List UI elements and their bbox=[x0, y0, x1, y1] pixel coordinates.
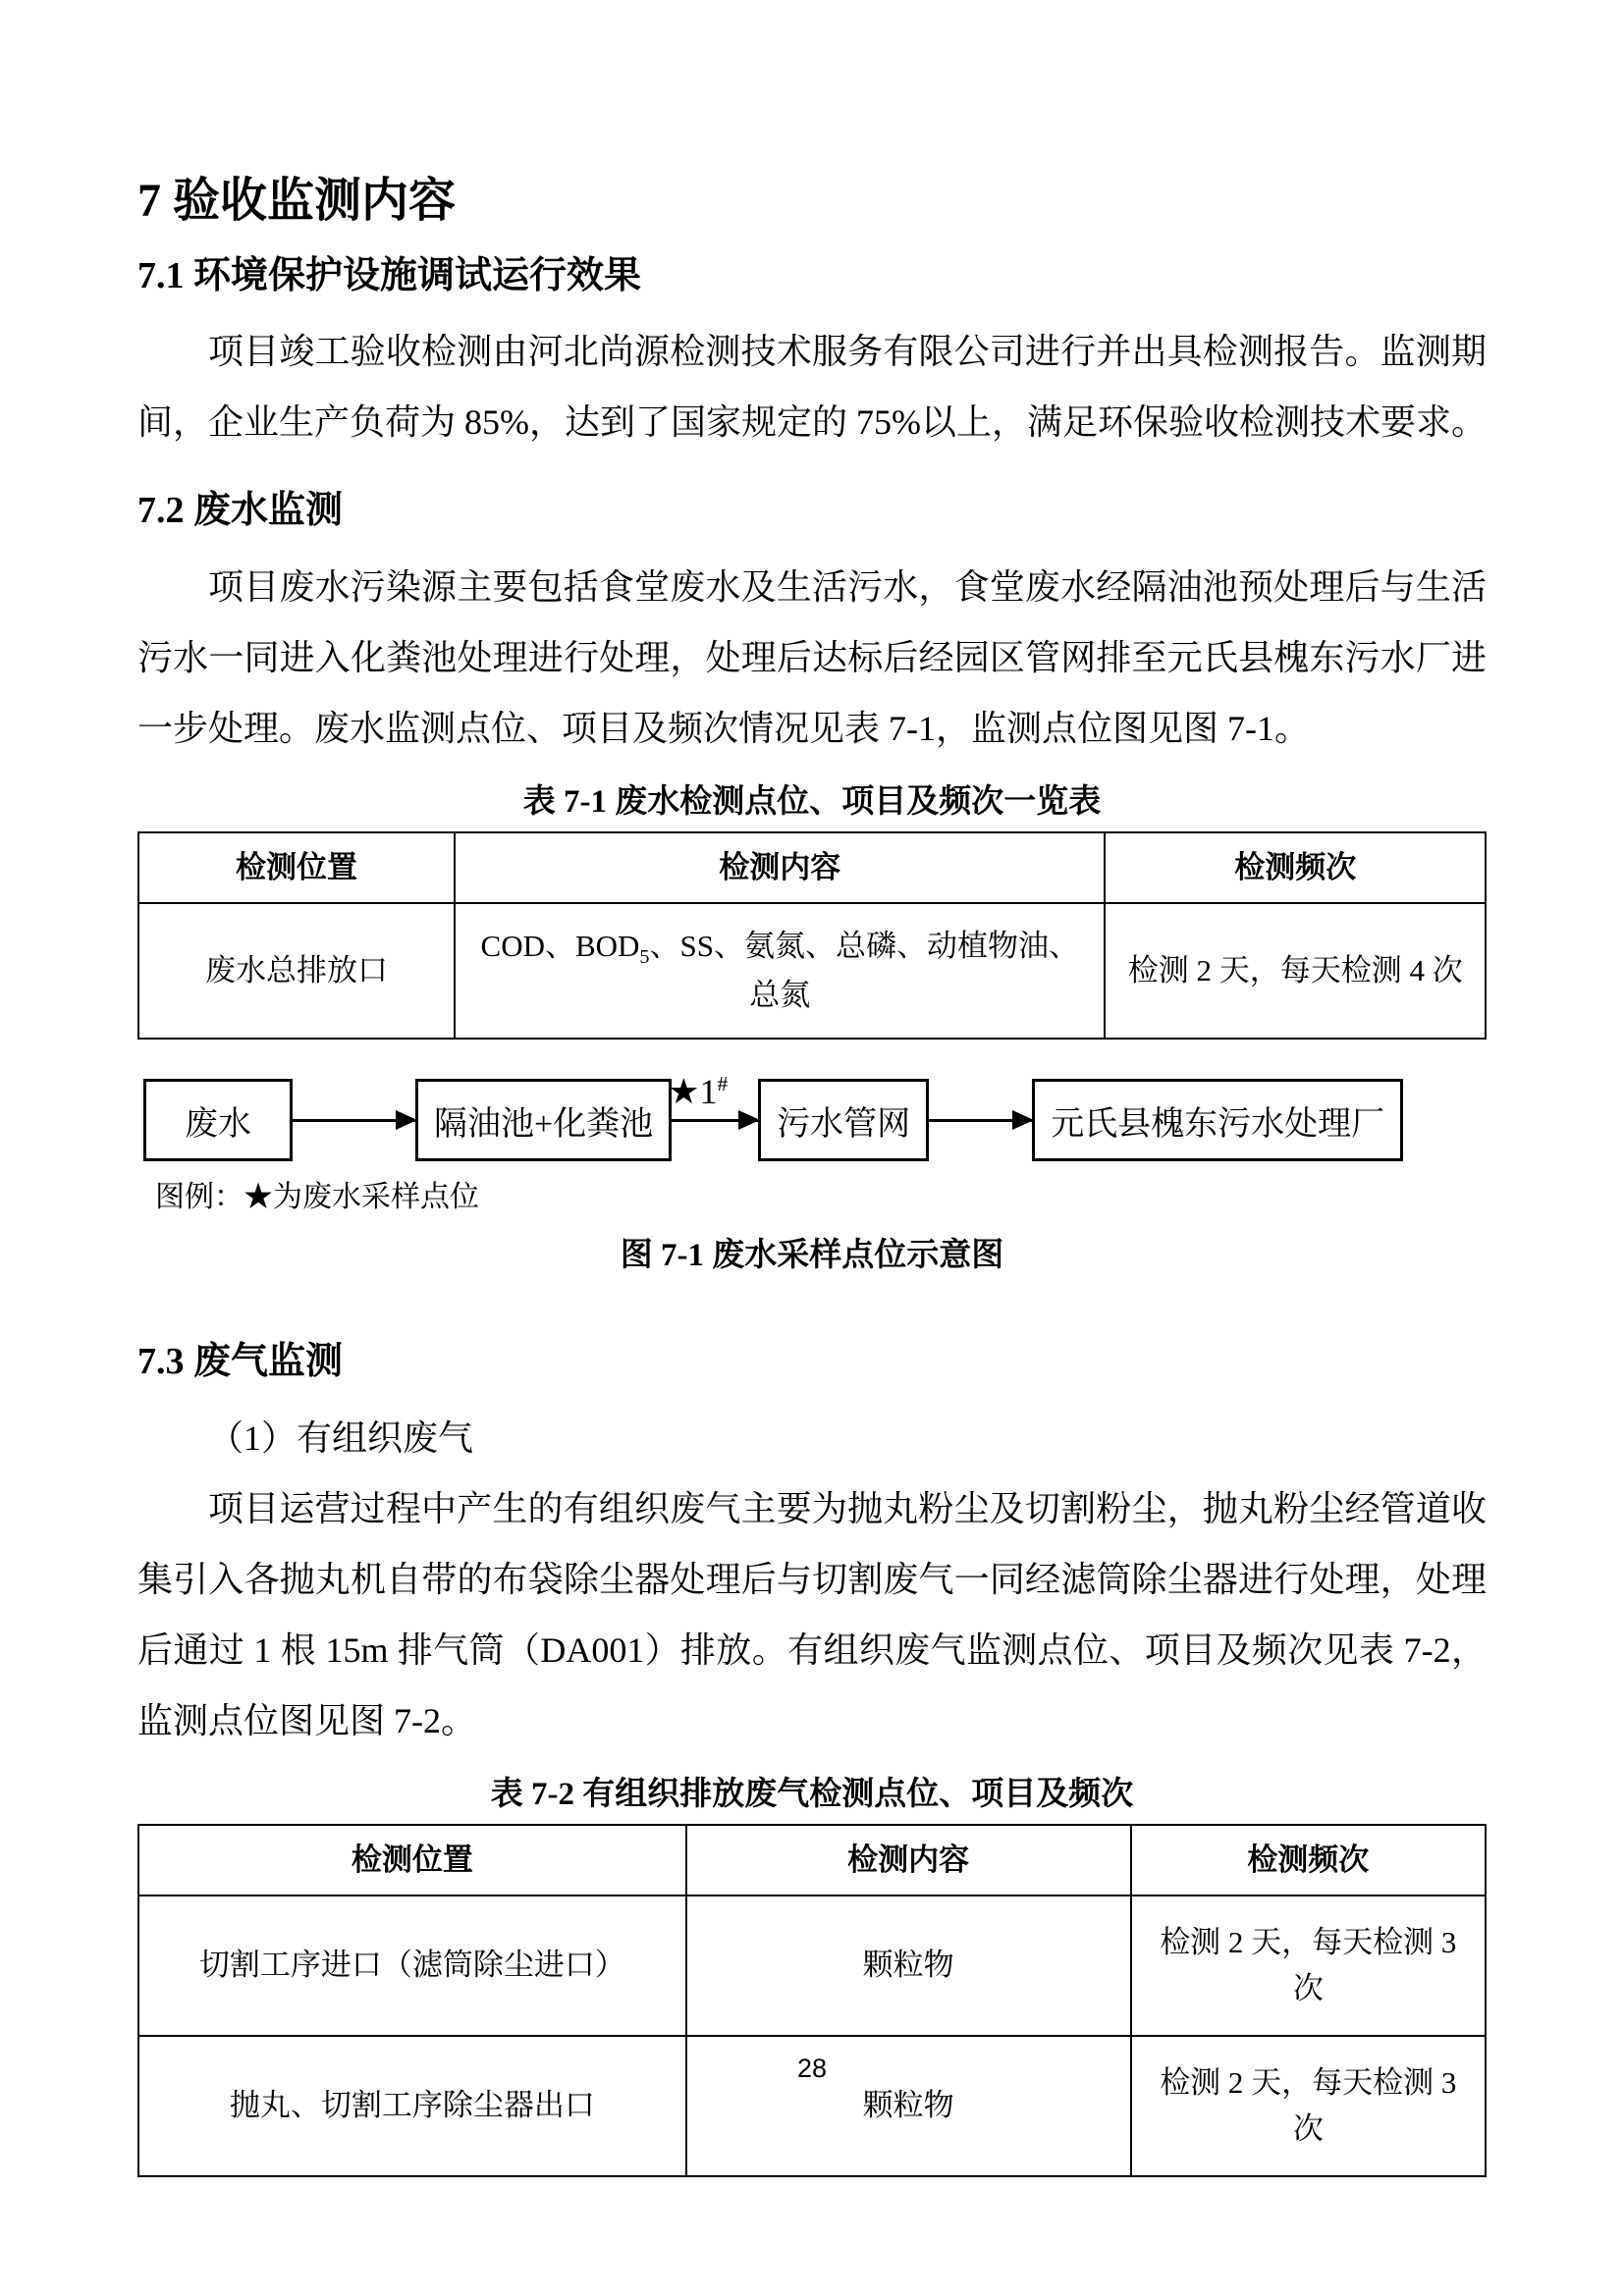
table-7-2-row1-frequency: 检测 2 天，每天检测 3 次 bbox=[1131, 1896, 1486, 2036]
table-7-2-header-frequency: 检测频次 bbox=[1131, 1825, 1486, 1896]
table-7-1-cell-position: 废水总排放口 bbox=[138, 903, 455, 1039]
table-7-2-caption: 表 7-2 有组织排放废气检测点位、项目及频次 bbox=[490, 1776, 1134, 1812]
table-7-2-header-position: 检测位置 bbox=[138, 1825, 686, 1896]
table-7-2-row1-content: 颗粒物 bbox=[686, 1896, 1131, 2036]
section-7-1-paragraph: 项目竣工验收检测由河北尚源检测技术服务有限公司进行并出具检测报告。监测期间，企业生产负荷为 85%，达到了国家规定的 75%以上，满足环保验收检测技术要求。 bbox=[137, 332, 1487, 443]
table-7-1-header-row bbox=[138, 832, 1486, 904]
section-7-3-item-label: （1）有组织废气 bbox=[208, 1417, 474, 1458]
star-superscript: # bbox=[717, 1071, 729, 1095]
table-7-2-row2-content: 颗粒物 bbox=[686, 2036, 1131, 2176]
table-7-2-data-row-1 bbox=[138, 1896, 1486, 2036]
flow-arrow-2 bbox=[668, 1071, 758, 1122]
flow-arrow-1 bbox=[293, 1119, 415, 1122]
pollutants-pre: COD、BOD bbox=[480, 929, 640, 964]
table-7-1-header-frequency: 检测频次 bbox=[1105, 832, 1486, 904]
section-7-1-heading: 7.1 环境保护设施调试运行效果 bbox=[137, 255, 642, 296]
table-7-1-header-position: 检测位置 bbox=[138, 832, 455, 904]
table-7-2-header-content: 检测内容 bbox=[686, 1825, 1131, 1896]
flow-box-wastewater: 废水 bbox=[143, 1079, 293, 1161]
table-7-1-cell-frequency: 检测 2 天，每天检测 4 次 bbox=[1105, 903, 1486, 1039]
table-7-1-header-content: 检测内容 bbox=[455, 832, 1105, 904]
section-7-2-heading: 7.2 废水监测 bbox=[137, 490, 344, 532]
table-7-2-row1-position: 切割工序进口（滤筒除尘进口） bbox=[138, 1896, 686, 2036]
section-7-3-paragraph: 项目运营过程中产生的有组织废气主要为抛丸粉尘及切割粉尘，抛丸粉尘经管道收集引入各抛丸机自带的布袋除尘器处理后与切割废气一同经滤筒除尘器进行处理，处理后通过 1 根 15m 排气筒（DA001）排放。有组织废气监测点位、项目及频次见表 7-2，监测点位图见图 7-2。 bbox=[137, 1488, 1487, 1740]
figure-legend: 图例：★为废水采样点位 bbox=[155, 1181, 479, 1214]
pollutants-post: 、SS、氨氮、总磷、动植物油、总氮 bbox=[649, 929, 1079, 1012]
flow-arrow-3 bbox=[929, 1119, 1032, 1122]
table-7-1-caption: 表 7-1 废水检测点位、项目及频次一览表 bbox=[522, 783, 1102, 820]
table-7-1 bbox=[137, 831, 1487, 1040]
chapter-title: 7 验收监测内容 bbox=[137, 175, 457, 227]
section-7-3-heading: 7.3 废气监测 bbox=[137, 1341, 344, 1383]
wastewater-flow-diagram bbox=[143, 1071, 1487, 1161]
flow-box-grease-septic: 隔油池+化粪池 bbox=[415, 1079, 672, 1161]
table-7-2-header-row bbox=[138, 1825, 1486, 1896]
bod-subscript: 5 bbox=[639, 946, 650, 969]
star-text: ★1 bbox=[668, 1071, 718, 1111]
flow-box-sewage-network: 污水管网 bbox=[758, 1079, 929, 1161]
section-7-2-paragraph: 项目废水污染源主要包括食堂废水及生活污水，食堂废水经隔油池预处理后与生活污水一同进入化粪池处理进行处理，处理后达标后经园区管网排至元氏县槐东污水厂进一步处理。废水监测点位、项目及频次情况见表 7-1，监测点位图见图 7-1。 bbox=[137, 566, 1487, 748]
table-7-1-cell-content bbox=[455, 903, 1105, 1039]
table-7-2 bbox=[137, 1824, 1487, 2178]
table-7-2-row2-frequency: 检测 2 天，每天检测 3 次 bbox=[1131, 2036, 1486, 2176]
table-7-1-data-row bbox=[138, 903, 1486, 1039]
page-number: 28 bbox=[796, 2054, 828, 2083]
figure-7-1-caption: 图 7-1 废水采样点位示意图 bbox=[620, 1238, 1004, 1274]
flow-box-treatment-plant: 元氏县槐东污水处理厂 bbox=[1032, 1079, 1403, 1161]
sampling-point-star-label bbox=[668, 1071, 728, 1112]
table-7-2-row2-position: 抛丸、切割工序除尘器出口 bbox=[138, 2036, 686, 2176]
